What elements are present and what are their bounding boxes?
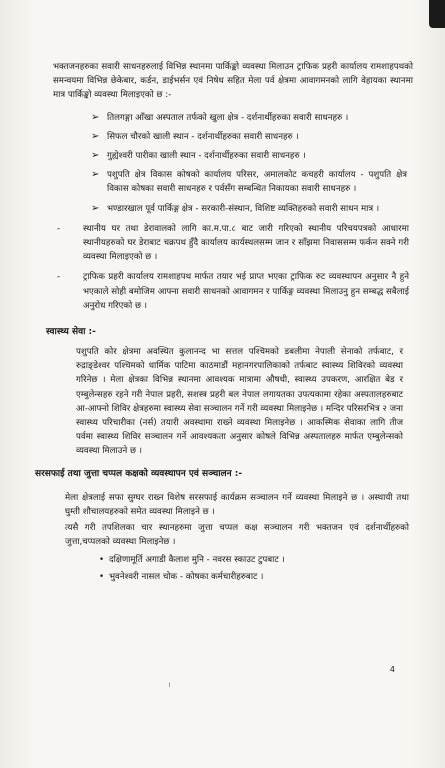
dash-bullet-icon: - [57,223,61,234]
parking-item: ➢ गुह्येश्वरी पारीका खाली स्थान - दर्शनार्थीहरुका सवारी साधनहरु । [91,149,407,163]
binder-clip-corner [429,0,445,28]
stray-mark: । [168,681,171,689]
health-paragraph: पशुपति कोर क्षेत्रमा अवस्थित कुलानन्द भा सत्तल पश्चिमको डबलीमा नेपाली सेनाको तर्फबाट, र रुद्राङ्डेश्वर पश्चिमको धार्मिक पाटिमा काठमाडौं महानगरपालिकाको तर्फबाट स्वास्थ्य शिविरको व्यवस्था गरिनेछ । मेला क्षेत्रका विभिन्न स्थानमा आवश्यक मात्रामा औषधी, स्वास्थ्य उपकरण, आरक्षित बेड र एम्बुलेन्सहरु रहने गरी नेपाल प्रहरी, सशस्त्र प्रहरी बल नेपाल लगायतका उपत्यकामा रहेका अस्पतालहरुबाट आ-आफ्नो शिविर क्षेत्रहरुमा स्वास्थ्य सेवा सञ्चालन गर्ने गरी व्यवस्था मिलाइनेछ । मन्दिर परिसरभित्र २ जना स्वास्थ्य परिचारीका (नर्स) तयारी अवस्थामा राख्ने व्यवस्था मिलाइनेछ । आकस्मिक सेवाका लागि तीज पर्वमा स्वास्थ्य शिविर सञ्चालन गर्ने आवश्यकता अनुसार कोषले विभिन्न अस्पतालहरु मार्फत एम्बुलेन्सको व्यवस्था मिलाउने छ । [76,347,403,457]
dot-bullet-icon: • [99,571,105,582]
parking-item: ➢ भण्डारखाल पूर्व पार्किङ्ग क्षेत्र - सरकारी-संस्थान, विशिष्ट व्यक्तिहरुको सवारी साधन मात्र । [91,202,407,216]
arrow-bullet-icon: ➢ [91,150,100,162]
dash-item: - स्थानीय घर तथा डेरावालको लागि का.म.पा.८ बाट जारी गरिएको स्थानीय परिचयपत्रको आधारमा स्थानीयहरुको घर डेराबाट चक्रपथ हुँदै कार्यालय कार्यस्थलसम्म जान र साँझमा निवाससम्म फर्कन सक्ने गरी व्यवस्था मिलाइएको छ । [57,223,409,263]
arrow-bullet-icon: ➢ [91,111,100,123]
arrow-bullet-icon: ➢ [91,169,100,181]
dash-bullet-icon: - [57,272,61,283]
parking-list [91,111,415,216]
intro-paragraph: भक्तजनहरुका सवारी साधनहरुलाई विभिन्न स्थानमा पार्किङ्को व्यवस्था मिलाउन ट्राफिक प्रहरी कार्यालय रामशाहपथको समन्वयमा विभिन्न छेकेबार, कर्डन, डाईभर्सन एवं निषेध सहित मेला पर्व क्षेत्रमा आवागमनको लागि वेहायका स्थानमा मात्र पार्किङ्को व्यवस्था मिलाइएको छ :- [53,62,413,101]
dot-bullet-icon: • [99,555,105,566]
parking-item: ➢ तिलगङ्गा आँखा अस्पताल तर्फको खुला क्षेत्र - दर्शनार्थीहरुका सवारी साधनहरु । [91,111,407,125]
page-number: 4 [389,665,395,674]
shoe-room-item: • भुवनेश्वरी नासल चोक - कोषका कर्मचारीहरुबाट । [99,570,415,584]
arrow-bullet-icon: ➢ [91,202,100,214]
cleanliness-paragraph: मेला क्षेत्रलाई सफा सुग्घर राख्न विशेष सरसफाई कार्यक्रम सञ्चालन गर्ने व्यवस्था मिलाइने छ । अस्थायी तथा घुम्ती शौचालयहरुको समेत व्यवस्था मिलाइने छ । [65,492,409,517]
arrow-bullet-icon: ➢ [91,130,100,142]
cleanliness-heading: सरसफाई तथा जुत्ता चप्पल कक्षको व्यवस्थापन एवं सञ्चालन :- [35,468,243,479]
health-heading: स्वास्थ्य सेवा :- [46,327,96,338]
shoe-room-paragraph: त्यसै गरी तपशिलका चार स्थानहरुमा जुत्ता चप्पल कक्ष सञ्चालन गरी भक्तजन एवं दर्शनार्थीहरुको जुत्ता,चप्पलको व्यवस्था मिलाइनेछ । [65,523,409,548]
parking-item: ➢ सिफल चौरको खाली स्थान - दर्शनार्थीहरुका सवारी साधनहरु । [91,130,407,144]
shoe-room-list [99,553,415,583]
parking-item: ➢ पशुपति क्षेत्र विकास कोषको कार्यालय परिसर, अमालकोट कचहरी कार्यालय - पशुपति क्षेत्र विकास कोषका सवारी साधनहरु र पर्वसँग सम्बन्धित निकायका सवारी साधनहरु । [91,169,407,195]
shoe-room-item: • दक्षिणामूर्ति अगाडी कैलाश मुनि - नवरस स्काउट टुपबाट । [99,553,415,567]
dash-item: - ट्राफिक प्रहरी कार्यालय रामशाहपथ मार्फत तयार भई प्राप्त भएका ट्राफिक रुट व्यवस्थापन अनुसार नै हुने भएकाले सोही बमोजिम आफ्ना सवारी साधनको आवागमन र पार्किङ्ग व्यवस्था मिलाउनु हुन सम्बद्ध सबैलाई अनुरोध गरिएको छ । [57,272,409,311]
